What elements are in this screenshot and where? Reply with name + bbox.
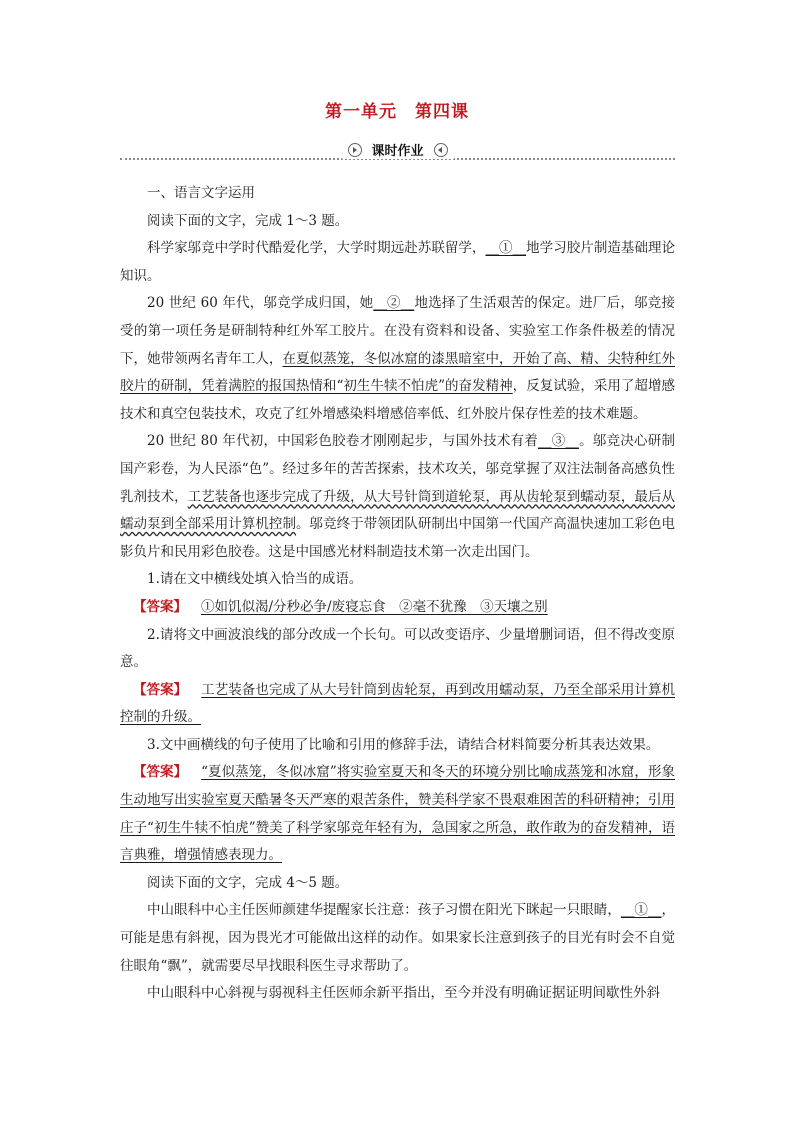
question-2: 2.请将文中画波浪线的部分改成一个长句。可以改变语序、少量增删词语，但不得改变原意。	[120, 626, 675, 671]
reading2-paragraph-1: 中山眼科中心主任医师颜建华提醒家长注意：孩子习惯在阳光下眯起一只眼睛，__①__，可能是患有斜视，因为畏光才可能做出这样的动作。如果家长注意到孩子的目光有时会不自觉往眼角“飘”，就需要尽早找眼科医生寻求帮助了。	[120, 902, 676, 974]
reading1-prompt: 阅读下面的文字，完成 1～3 题。	[147, 212, 349, 229]
reading1-paragraph-3: 20 世纪 80 年代初，中国彩色胶卷才刚刚起步，与国外技术有着__③__。邬竞决心研制国产彩卷，为人民添“色”。经过多年的苦苦探索，技术攻关，邬竞掌握了双注法制备高感负性乳剂技术，工艺装备也逐步完成了升级，从大号针筒到道轮泵，再从齿轮泵到蠕动泵，最后从蠕动泵到全部采用计算机控制。邬竞终于带领团队研制出中国第一代国产高温快速加工彩色电影负片和民用彩色胶卷。这是中国感光材料制造技术第一次走出国门。	[120, 433, 676, 560]
underlined-sentence: 在夏似蒸笼，冬似冰窟的漆黑暗室中，开始了高、精、尖特种红外胶片的研制，凭着满腔的报国热情和“初生牛犊不怕虎”的奋发精神	[120, 350, 676, 395]
blank-1: __①__	[620, 902, 662, 919]
answer-text: 工艺装备也完成了从大号针筒到齿轮泵，再到改用蠕动泵，乃至全部采用计算机控制的升级。	[120, 681, 676, 726]
wavy-underlined-sentence: 工艺装备也逐步完成了升级，从大号针筒到道轮泵，再从齿轮泵到蠕动泵，最后从蠕动泵到全部采用计算机控制	[120, 488, 675, 533]
answer-3	[120, 759, 675, 869]
question-1: 1.请在文中横线处填入恰当的成语。	[147, 571, 363, 588]
reading2-paragraph-2: 中山眼科中心斜视与弱视科主任医师余新平指出，至今并没有明确证据证明间歇性外斜	[147, 985, 660, 1002]
reading2-prompt: 阅读下面的文字，完成 4～5 题。	[147, 874, 349, 891]
answer-tag: 【答案】	[133, 681, 188, 698]
reading1-paragraph-2: 20 世纪 60 年代，邬竞学成归国，她__②__地选择了生活艰苦的保定。进厂后，邬竞接受的第一项任务是研制特种红外军工胶片。在没有资料和设备、实验室工作条件极差的情况下，她带领两名青年工人，在夏似蒸笼，冬似冰窟的漆黑暗室中，开始了高、精、尖特种红外胶片的研制，凭着满腔的报国热情和“初生牛犊不怕虎”的奋发精神，反复试验，采用了超增感技术和真空包装技术，攻克了红外增感染料增感倍率低、红外胶片保存性差的技术难题。	[120, 295, 676, 422]
answer-1	[120, 594, 675, 622]
left-arrow-icon	[434, 143, 448, 157]
answer-2	[120, 677, 675, 732]
answer-text: ①如饥似渴/分秒必争/废寝忘食 ②毫不犹豫 ③天壤之别	[201, 598, 548, 615]
answer-tag: 【答案】	[133, 764, 188, 781]
page-title: 第一单元 第四课	[325, 102, 469, 122]
blank-1: __①__	[485, 240, 527, 257]
document-body	[120, 180, 675, 1008]
answer-tag: 【答案】	[133, 598, 187, 615]
blank-3: __③__	[537, 433, 579, 450]
section-heading: 一、语言文字运用	[147, 185, 255, 201]
right-arrow-icon	[347, 143, 361, 157]
banner-label: 课时作业	[371, 144, 424, 159]
question-3: 3.文中画横线的句子使用了比喻和引用的修辞手法，请结合材料简要分析其表达效果。	[147, 736, 660, 753]
blank-2: __②__	[373, 295, 415, 312]
reading1-paragraph-1: 科学家邬竞中学时代酷爱化学，大学时期远赴苏联留学，__①__地学习胶片制造基础理论知识。	[120, 240, 676, 284]
answer-text: “夏似蒸笼，冬似冰窟”将实验室夏天和冬天的环境分别比喻成蒸笼和冰窟，形象生动地写出实验室夏天酷暑冬天严寒的艰苦条件，赞美科学家不畏艰难困苦的科研精神；引用庄子“初生牛犊不怕虎”赞美了科学家邬竞年轻有为，急国家之所急，敢作敢为的奋发精神，语言典雅，增强情感表现力。	[120, 764, 675, 864]
section-banner	[120, 140, 675, 160]
